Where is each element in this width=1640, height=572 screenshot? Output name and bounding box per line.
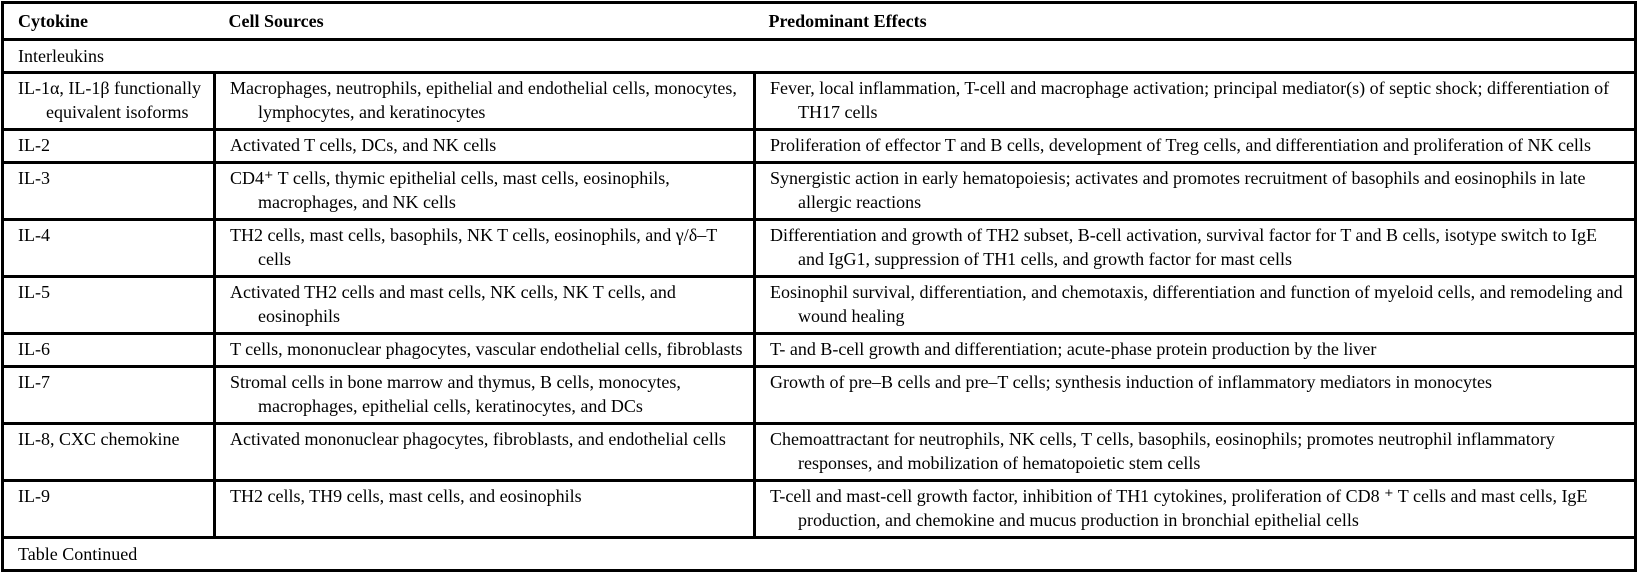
cell-sources-cell	[215, 424, 755, 481]
cytokine-cell	[3, 163, 215, 220]
cell-sources-text: Activated mononuclear phagocytes, fibroblasts, and endothelial cells	[230, 429, 726, 449]
table-header	[3, 3, 1636, 40]
cytokine-cell	[3, 73, 215, 130]
cytokine-text: IL-1α, IL-1β functionally equivalent isoforms	[18, 78, 202, 122]
effects-cell	[755, 220, 1636, 277]
cell-sources-text: Macrophages, neutrophils, epithelial and endothelial cells, monocytes, lymphocytes, and keratinocytes	[230, 78, 737, 122]
effects-text: T- and B-cell growth and differentiation; acute-phase protein production by the liver	[770, 339, 1377, 359]
cell-sources-cell	[215, 367, 755, 424]
cytokine-text: IL-7	[18, 372, 50, 392]
cell-sources-text: Stromal cells in bone marrow and thymus, B cells, monocytes, macrophages, epithelial cells, keratinocytes, and DCs	[230, 372, 681, 416]
cell-sources-cell	[215, 220, 755, 277]
cell-sources-cell	[215, 163, 755, 220]
cell-sources-text: TH2 cells, TH9 cells, mast cells, and eosinophils	[230, 486, 582, 506]
cytokine-cell	[3, 277, 215, 334]
effects-text: Fever, local inflammation, T-cell and macrophage activation; principal mediator(s) of septic shock; differentiation of TH17 cells	[770, 78, 1610, 122]
table-row	[3, 277, 1636, 334]
table-row	[3, 481, 1636, 538]
table-row	[3, 424, 1636, 481]
cell-sources-cell	[215, 277, 755, 334]
effects-cell	[755, 367, 1636, 424]
effects-cell	[755, 334, 1636, 367]
table-continued-label: Table Continued	[18, 544, 138, 564]
table-row	[3, 130, 1636, 163]
footer-band	[3, 538, 1636, 571]
table-row	[3, 163, 1636, 220]
effects-cell	[755, 277, 1636, 334]
effects-cell	[755, 424, 1636, 481]
cell-sources-text: Activated T cells, DCs, and NK cells	[230, 135, 497, 155]
effects-text: Chemoattractant for neutrophils, NK cells, T cells, basophils, eosinophils; promotes neutrophil inflammatory responses, and mobilization of hematopoietic stem cells	[770, 429, 1555, 473]
footer-row	[3, 538, 1636, 571]
cell-sources-text: CD4⁺ T cells, thymic epithelial cells, mast cells, eosinophils, macrophages, and NK cells	[230, 168, 670, 212]
cytokine-text: IL-9	[18, 486, 50, 506]
table-row	[3, 73, 1636, 130]
effects-text: T-cell and mast-cell growth factor, inhibition of TH1 cytokines, proliferation of CD8 ⁺ T cells and mast cells, IgE production, and chemokine and mucus production in bronchial epithelial cells	[770, 486, 1588, 530]
table-row	[3, 220, 1636, 277]
header-cytokine: Cytokine	[18, 11, 89, 31]
cytokine-text: IL-6	[18, 339, 50, 359]
cytokine-cell	[3, 220, 215, 277]
cytokine-text: IL-3	[18, 168, 50, 188]
effects-text: Synergistic action in early hematopoiesis; activates and promotes recruitment of basophils and eosinophils in late allergic reactions	[770, 168, 1586, 212]
table-row	[3, 334, 1636, 367]
effects-text: Eosinophil survival, differentiation, and chemotaxis, differentiation and function of myeloid cells, and remodeling and wound healing	[770, 282, 1623, 326]
header-cell-sources: Cell Sources	[228, 11, 324, 31]
effects-cell	[755, 73, 1636, 130]
effects-cell	[755, 130, 1636, 163]
section-label: Interleukins	[18, 46, 104, 66]
cytokine-cell	[3, 130, 215, 163]
cytokine-cell	[3, 481, 215, 538]
cell-sources-cell	[215, 73, 755, 130]
header-predominant-effects: Predominant Effects	[768, 11, 927, 31]
section-band	[3, 40, 1636, 73]
cell-sources-cell	[215, 334, 755, 367]
effects-text: Differentiation and growth of TH2 subset, B-cell activation, survival factor for T and B cells, isotype switch to IgE and IgG1, suppression of TH1 cells, and growth factor for mast cells	[770, 225, 1597, 269]
cytokine-cell	[3, 424, 215, 481]
cytokine-text: IL-4	[18, 225, 50, 245]
cell-sources-cell	[215, 481, 755, 538]
effects-cell	[755, 163, 1636, 220]
cell-sources-text: TH2 cells, mast cells, basophils, NK T cells, eosinophils, and γ/δ–T cells	[230, 225, 717, 269]
section-row	[3, 40, 1636, 73]
cytokine-cell	[3, 367, 215, 424]
cell-sources-text: Activated TH2 cells and mast cells, NK cells, NK T cells, and eosinophils	[230, 282, 676, 326]
effects-cell	[755, 481, 1636, 538]
cytokine-text: IL-2	[18, 135, 50, 155]
effects-text: Growth of pre–B cells and pre–T cells; synthesis induction of inflammatory mediators in monocytes	[770, 372, 1493, 392]
cytokine-text: IL-5	[18, 282, 50, 302]
cell-sources-text: T cells, mononuclear phagocytes, vascular endothelial cells, fibroblasts	[230, 339, 743, 359]
header-row	[3, 3, 1636, 40]
cytokine-cell	[3, 334, 215, 367]
table-row	[3, 367, 1636, 424]
table-body	[3, 73, 1636, 538]
cell-sources-cell	[215, 130, 755, 163]
effects-text: Proliferation of effector T and B cells, development of Treg cells, and differentiation and proliferation of NK cells	[770, 135, 1591, 155]
cytokine-text: IL-8, CXC chemokine	[18, 429, 180, 449]
cytokine-table	[1, 1, 1637, 572]
